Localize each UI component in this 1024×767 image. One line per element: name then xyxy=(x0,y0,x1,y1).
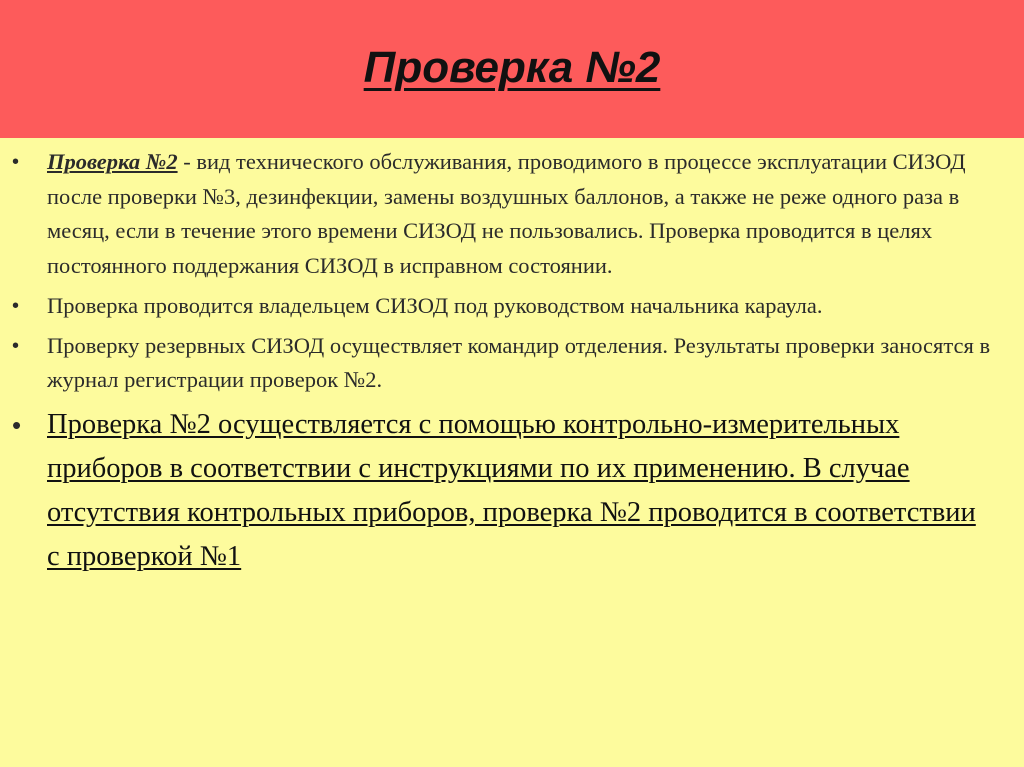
bullet-2-text: Проверка проводится владельцем СИЗОД под руководством начальника караула. xyxy=(47,293,823,318)
bullet-dot-icon: • xyxy=(12,295,20,317)
bullet-4-text: Проверка №2 осуществляется с помощью контрольно-измерительных приборов в соответствии с инструкциями по их применению. В случае отсутствия контрольных приборов, проверка №2 проводится в соответствии с проверкой №1 xyxy=(47,408,976,572)
slide-content xyxy=(0,145,1024,579)
bullet-dot-icon: • xyxy=(12,334,20,357)
bullet-3 xyxy=(0,329,1024,398)
bullet-3-text: Проверку резервных СИЗОД осуществляет командир отделения. Результаты проверки заносятся в журнал регистрации проверок №2. xyxy=(47,332,991,392)
bullet-1-text: - вид технического обслуживания, проводимого в процессе эксплуатации СИЗОД после проверки №3, дезинфекции, замены воздушных баллонов, а также не реже одного раза в месяц, если в течение этого времени СИЗОД не пользовались. Проверка проводится в целях постоянного поддержания СИЗОД в исправном состоянии. xyxy=(47,149,966,278)
slide-title: Проверка №2 xyxy=(363,43,661,92)
bullet-1-lead: Проверка №2 xyxy=(47,149,178,174)
bullet-dot-icon: • xyxy=(12,409,22,440)
bullet-4 xyxy=(0,403,1024,579)
bullet-dot-icon: • xyxy=(12,151,20,173)
bullet-2 xyxy=(0,289,1024,324)
bullet-1 xyxy=(0,145,1024,283)
